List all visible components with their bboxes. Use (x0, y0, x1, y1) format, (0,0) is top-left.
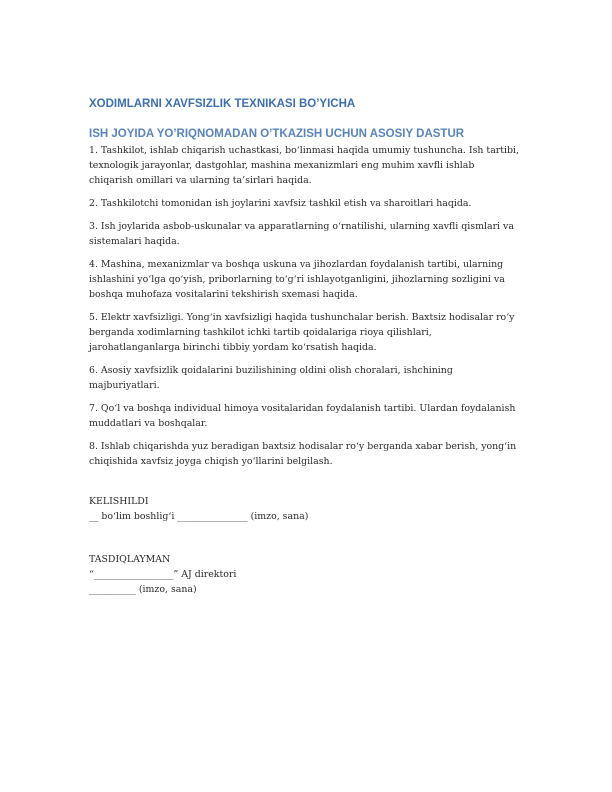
paragraph-2: 2. Tashkilotchi tomonidan ish joylarini xavfsiz tashkil etish va sharoitlari haqida. (89, 198, 472, 209)
paragraph-1: 1. Tashkilot, ishlab chiqarish uchastkasi, bo‘linmasi haqida umumiy tushuncha. Ish tartibi, texnologik jarayonlar, dastgohlar, mashina mexanizmlari eng muhim xavfli ishlab chiqarish omillari va ularning ta’sirlari haqida. (89, 145, 520, 186)
approval-agreed-signature-line: __ bo‘lim boshlig‘i _______________ (imzo, sana) (89, 511, 309, 522)
paragraph-3: 3. Ish joylarida asbob-uskunalar va apparatlarning o‘rnatilishi, ularning xavfli qismlari va sistemalari haqida. (89, 221, 514, 247)
document-title: XODIMLARNI XAVFSIZLIK TEXNIKASI BO’YICHA (89, 98, 356, 110)
paragraph-5: 5. Elektr xavfsizligi. Yong‘in xavfsizligi haqida tushunchalar berish. Baxtsiz hodisalar ro‘y berganda xodimlarning tashkilot ichki tartib qoidalariga rioya qilishlari, jarohatlanganlarga birinchi tibbiy yordam ko‘rsatish haqida. (89, 312, 515, 353)
approval-confirm-block (89, 552, 521, 597)
approval-agreed-heading: KELISHILDI (89, 496, 149, 507)
document-subtitle: ISH JOYIDA YO’RIQNOMADAN O’TKAZISH UCHUN ASOSIY DASTUR (89, 128, 465, 140)
paragraph-6: 6. Asosiy xavfsizlik qoidalarini buzilishining oldini olish choralari, ishchining majburiyatlari. (89, 365, 453, 391)
approval-agreed-block (89, 494, 521, 524)
document-body (89, 96, 521, 597)
approval-confirm-heading: TASDIQLAYMAN (89, 554, 171, 565)
approval-confirm-director-line: “_________________” AJ direktori (89, 569, 237, 580)
paragraph-8: 8. Ishlab chiqarishda yuz beradigan baxtsiz hodisalar ro‘y berganda xabar berish, yong‘in chiqishida xavfsiz joyga chiqish yo‘llarini belgilash. (89, 441, 517, 467)
paragraph-7: 7. Qo‘l va boshqa individual himoya vositalaridan foydalanish tartibi. Ulardan foydalanish muddatlari va boshqalar. (89, 403, 516, 429)
paragraph-4: 4. Mashina, mexanizmlar va boshqa uskuna va jihozlardan foydalanish tartibi, ularning ishlashini yo‘lga qo‘yish, priborlarning to‘g‘ri ishlayotganligini, jihozlarning sozligini va boshqa muhofaza vositalarini tekshirish sxemasi haqida. (89, 259, 505, 300)
approval-confirm-signature-line: __________ (imzo, sana) (89, 584, 197, 595)
